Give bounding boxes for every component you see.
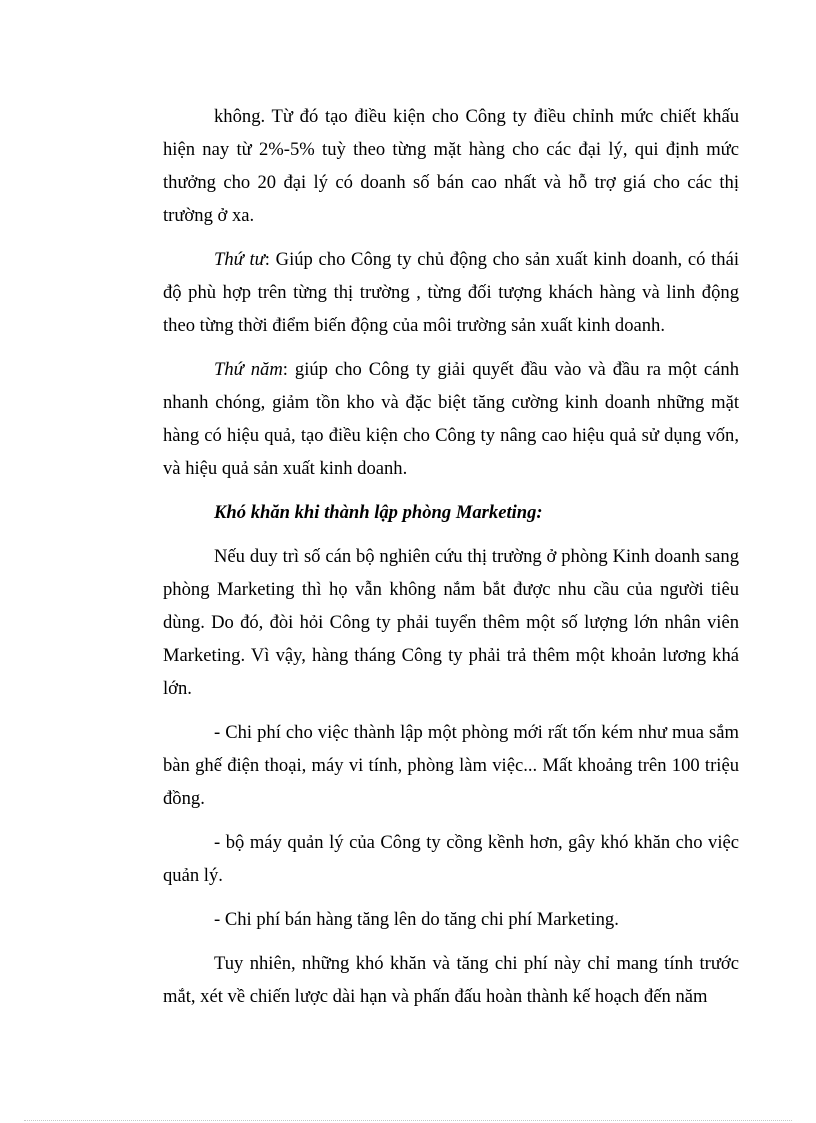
paragraph-staffing: Nếu duy trì số cán bộ nghiên cứu thị trường ở phòng Kinh doanh sang phòng Marketing thì họ vẫn không nắm bắt được nhu cầu của người tiêu dùng. Do đó, đòi hỏi Công ty phải tuyển thêm một số lượng lớn nhân viên Marketing. Vì vậy, hàng tháng Công ty phải trả thêm một khoản lương khá lớn. — [163, 546, 739, 699]
paragraph-discount — [163, 100, 739, 232]
paragraph-sales-cost: - Chi phí bán hàng tăng lên do tăng chi phí Marketing. — [214, 909, 619, 930]
document-page — [163, 100, 739, 1024]
section-heading: Khó khăn khi thành lập phòng Marketing: — [214, 502, 543, 523]
paragraph-bureaucracy: - bộ máy quản lý của Công ty cồng kềnh hơn, gây khó khăn cho việc quản lý. — [163, 832, 739, 886]
paragraph-fourth — [163, 243, 739, 342]
paragraph-text: không. Từ đó tạo điều kiện cho Công ty điều chỉnh mức chiết khấu hiện nay từ 2%-5% tuỳ theo từng mặt hàng cho các đại lý, qui định mức thưởng cho 20 đại lý có doanh số bán cao nhất và hỗ trợ giá cho các thị trường ở xa. — [163, 106, 739, 226]
paragraph-lead: Thứ năm — [214, 359, 283, 380]
paragraph-lead: Thứ tư — [214, 249, 265, 270]
paragraph-text: : Giúp cho Công ty chủ động cho sản xuất kinh doanh, có thái độ phù hợp trên từng thị trường , từng đối tượng khách hàng và linh động theo từng thời điểm biến động của môi trường sản xuất kinh doanh. — [163, 249, 739, 336]
page-bottom-divider — [24, 1120, 792, 1121]
paragraph-text: : giúp cho Công ty giải quyết đầu vào và đầu ra một cánh nhanh chóng, giảm tồn kho và đặc biệt tăng cường kinh doanh những mặt hàng có hiệu quả, tạo điều kiện cho Công ty nâng cao hiệu quả sử dụng vốn, và hiệu quả sản xuất kinh doanh. — [163, 359, 739, 479]
paragraph-setup-cost: - Chi phí cho việc thành lập một phòng mới rất tốn kém như mua sắm bàn ghế điện thoại, máy vi tính, phòng làm việc... Mất khoảng trên 100 triệu đồng. — [163, 722, 739, 809]
paragraph-conclusion: Tuy nhiên, những khó khăn và tăng chi phí này chỉ mang tính trước mắt, xét về chiến lược dài hạn và phấn đấu hoàn thành kế hoạch đến năm — [163, 953, 739, 1007]
paragraph-fifth — [163, 353, 739, 485]
